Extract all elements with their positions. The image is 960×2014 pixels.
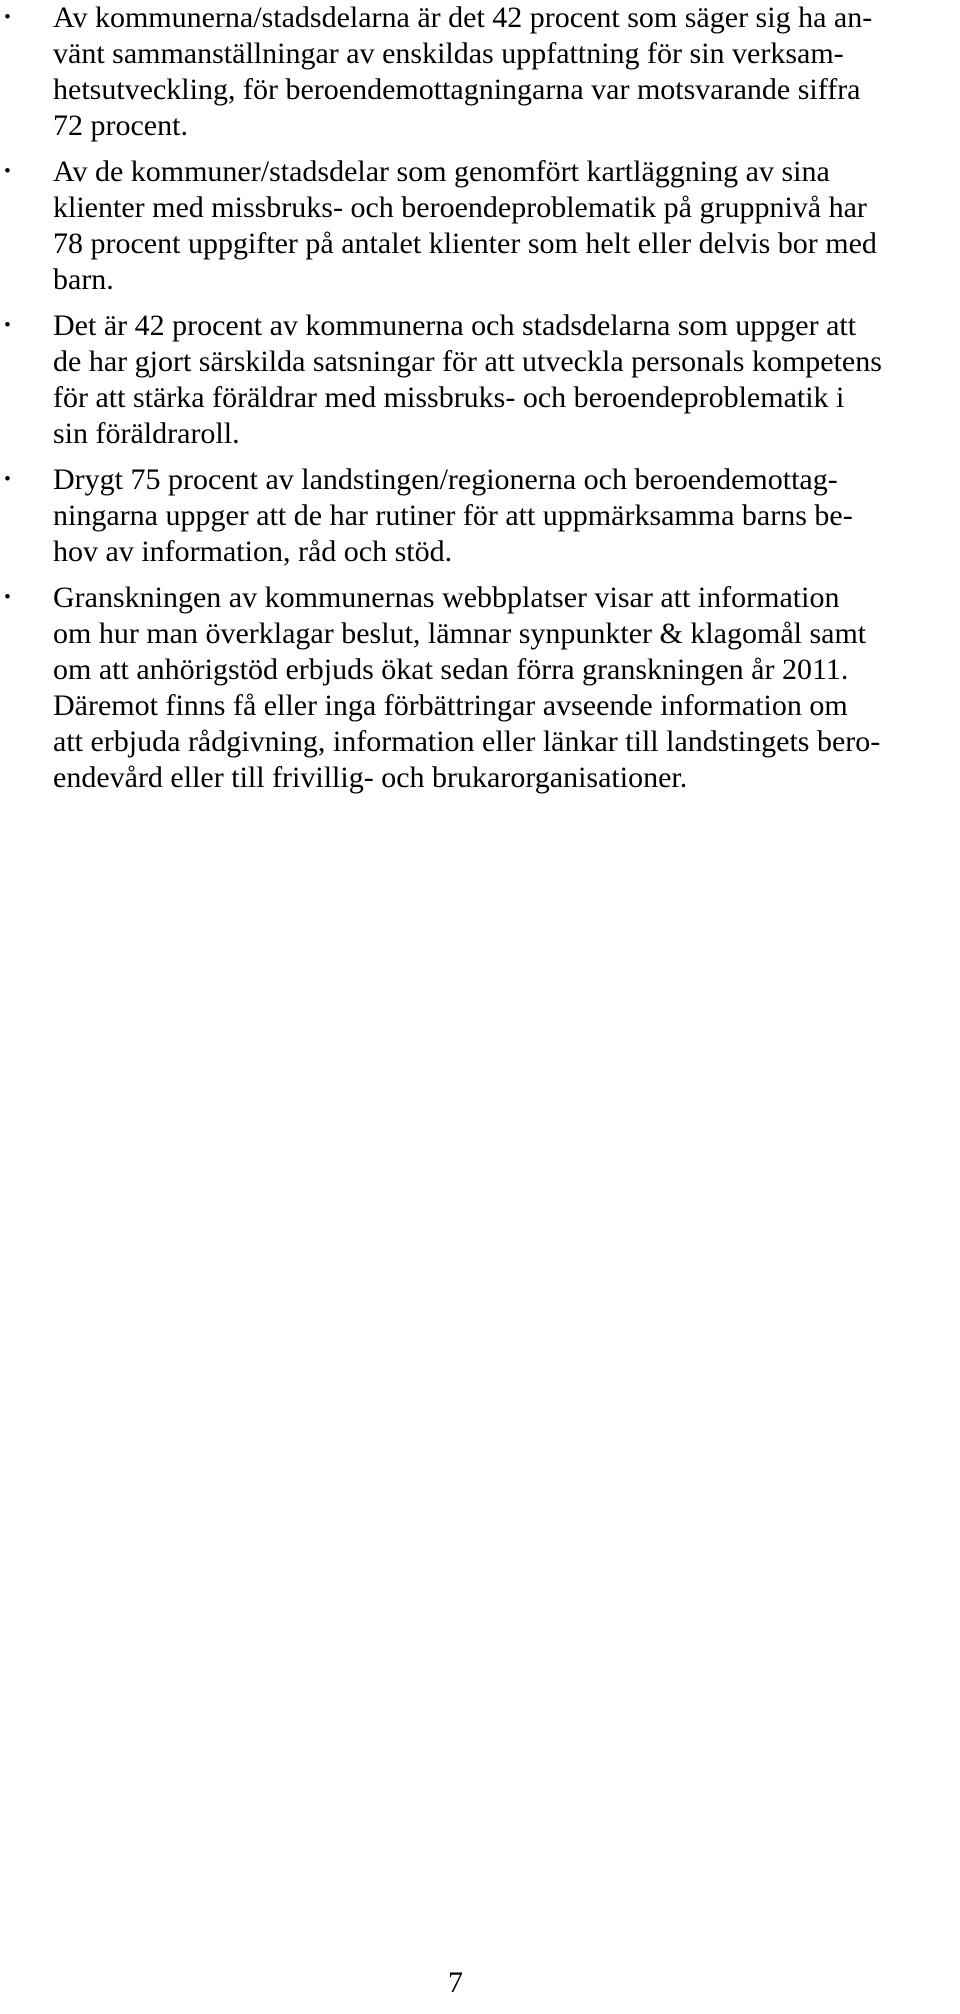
bullet-item xyxy=(0,580,960,796)
text-line: 72 procent. xyxy=(53,109,188,142)
text-line: endevård eller till frivillig- och brukarorganisationer. xyxy=(53,761,688,794)
bullet-text xyxy=(53,308,960,452)
text-line: Det är 42 procent av kommunerna och stadsdelarna som uppger att xyxy=(53,309,857,342)
text-line: barn. xyxy=(53,263,114,296)
page-number-text: 7 xyxy=(448,1966,463,1999)
text-line: hetsutveckling, för beroendemottagningarna var motsvarande siffra xyxy=(53,73,861,106)
text-line: ningarna uppger att de har rutiner för att uppmärksamma barns be- xyxy=(53,499,853,532)
text-line: 78 procent uppgifter på antalet klienter som helt eller delvis bor med xyxy=(53,227,877,260)
bullet-item xyxy=(0,154,960,298)
text-line: de har gjort särskilda satsningar för att utveckla personals kompetens xyxy=(53,345,882,378)
text-line: hov av information, råd och stöd. xyxy=(53,535,453,568)
bullet-item xyxy=(0,462,960,570)
bullet-text xyxy=(53,462,960,570)
bullet-text xyxy=(53,154,960,298)
text-line: att erbjuda rådgivning, information eller länkar till landstingets bero- xyxy=(53,725,881,758)
bullet-item xyxy=(0,308,960,452)
bullet-list xyxy=(0,0,960,796)
bullet-icon: • xyxy=(4,469,11,490)
bullet-icon: • xyxy=(4,587,11,608)
text-line: Granskningen av kommunernas webbplatser visar att information xyxy=(53,581,840,614)
bullet-text xyxy=(53,580,960,796)
text-line: vänt sammanställningar av enskildas uppfattning för sin verksam- xyxy=(53,37,844,70)
text-line: för att stärka föräldrar med missbruks- och beroendeproblematik i xyxy=(53,381,845,414)
bullet-icon: • xyxy=(4,315,11,336)
text-line: om hur man överklagar beslut, lämnar synpunkter & klagomål samt xyxy=(53,617,867,650)
bullet-item xyxy=(0,0,960,144)
text-line: Av de kommuner/stadsdelar som genomfört kartläggning av sina xyxy=(53,155,830,188)
text-line: sin föräldraroll. xyxy=(53,417,240,450)
bullet-icon: • xyxy=(4,7,11,28)
text-line: Drygt 75 procent av landstingen/regionerna och beroendemottag- xyxy=(53,463,838,496)
text-line: om att anhörigstöd erbjuds ökat sedan förra granskningen år 2011. xyxy=(53,653,849,686)
bullet-text xyxy=(53,0,960,144)
text-line: klienter med missbruks- och beroendeproblematik på gruppnivå har xyxy=(53,191,867,224)
bullet-icon: • xyxy=(4,161,11,182)
text-line: Däremot finns få eller inga förbättringar avseende information om xyxy=(53,689,848,722)
text-line: Av kommunerna/stadsdelarna är det 42 procent som säger sig ha an- xyxy=(53,1,873,34)
